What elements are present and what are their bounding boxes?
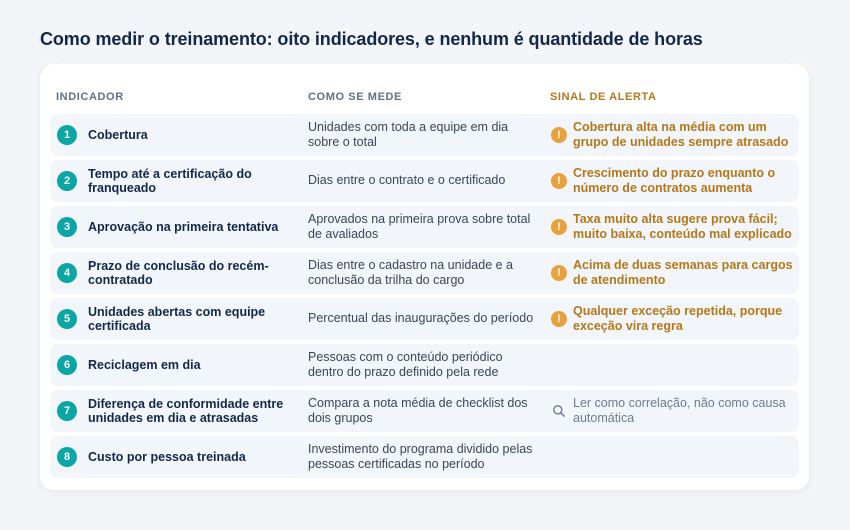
measure-description: Investimento do programa dividido pelas pessoas certificadas no período xyxy=(308,441,533,471)
indicator-name: Reciclagem em dia xyxy=(88,357,201,372)
table-row xyxy=(50,298,799,340)
interpretation-note: Ler como correlação, não como causa automática xyxy=(573,395,786,425)
row-number-badge: 5 xyxy=(57,309,77,329)
indicator-name: Aprovação na primeira tentativa xyxy=(88,219,279,234)
measure-description: Pessoas com o conteúdo periódico dentro do prazo definido pela rede xyxy=(308,349,503,379)
exclamation-icon: ! xyxy=(551,127,567,143)
measure-description: Unidades com toda a equipe em dia sobre o total xyxy=(308,119,509,149)
measure-description: Compara a nota média de checklist dos dois grupos xyxy=(308,395,528,425)
measure-description: Aprovados na primeira prova sobre total de avaliados xyxy=(308,211,531,241)
alert-signal: Qualquer exceção repetida, porque exceção vira regra xyxy=(573,303,783,333)
alert-signal: Cobertura alta na média com um grupo de unidades sempre atrasado xyxy=(573,119,789,149)
row-number-badge: 1 xyxy=(57,125,77,145)
alert-signal: Acima de duas semanas para cargos de atendimento xyxy=(573,257,793,287)
table-row xyxy=(50,206,799,248)
page-title: Como medir o treinamento: oito indicadores, e nenhum é quantidade de horas xyxy=(40,29,703,49)
indicator-name: Prazo de conclusão do recém-contratado xyxy=(88,258,269,287)
table-row xyxy=(50,436,799,478)
exclamation-icon: ! xyxy=(551,173,567,189)
row-number-badge: 3 xyxy=(57,217,77,237)
indicator-name: Cobertura xyxy=(88,127,148,142)
table-row xyxy=(50,252,799,294)
indicator-name: Unidades abertas com equipe certificada xyxy=(88,304,266,333)
indicators-table xyxy=(40,64,809,490)
indicator-name: Diferença de conformidade entre unidades em dia e atrasadas xyxy=(88,396,284,425)
row-number-badge: 4 xyxy=(57,263,77,283)
table-row xyxy=(50,344,799,386)
measure-description: Dias entre o cadastro na unidade e a conclusão da trilha do cargo xyxy=(308,257,513,287)
measure-description: Dias entre o contrato e o certificado xyxy=(308,173,506,188)
table-row xyxy=(50,114,799,156)
alert-signal: Taxa muito alta sugere prova fácil; muito baixa, conteúdo mal explicado xyxy=(573,211,792,241)
exclamation-icon: ! xyxy=(551,265,567,281)
indicator-name: Tempo até a certificação do franqueado xyxy=(88,166,252,195)
row-number-badge: 6 xyxy=(57,355,77,375)
header-how: COMO SE MEDE xyxy=(308,91,402,103)
exclamation-icon: ! xyxy=(551,311,567,327)
row-number-badge: 8 xyxy=(57,447,77,467)
search-icon xyxy=(551,403,567,419)
exclamation-icon: ! xyxy=(551,219,567,235)
row-number-badge: 2 xyxy=(57,171,77,191)
row-number-badge: 7 xyxy=(57,401,77,421)
table-row xyxy=(50,160,799,202)
table-row xyxy=(50,390,799,432)
header-indicator: INDICADOR xyxy=(56,91,124,103)
indicator-name: Custo por pessoa treinada xyxy=(88,449,246,464)
header-alert: SINAL DE ALERTA xyxy=(550,91,657,103)
alert-signal: Crescimento do prazo enquanto o número de contratos aumenta xyxy=(573,165,776,195)
measure-description: Percentual das inaugurações do período xyxy=(308,311,534,326)
